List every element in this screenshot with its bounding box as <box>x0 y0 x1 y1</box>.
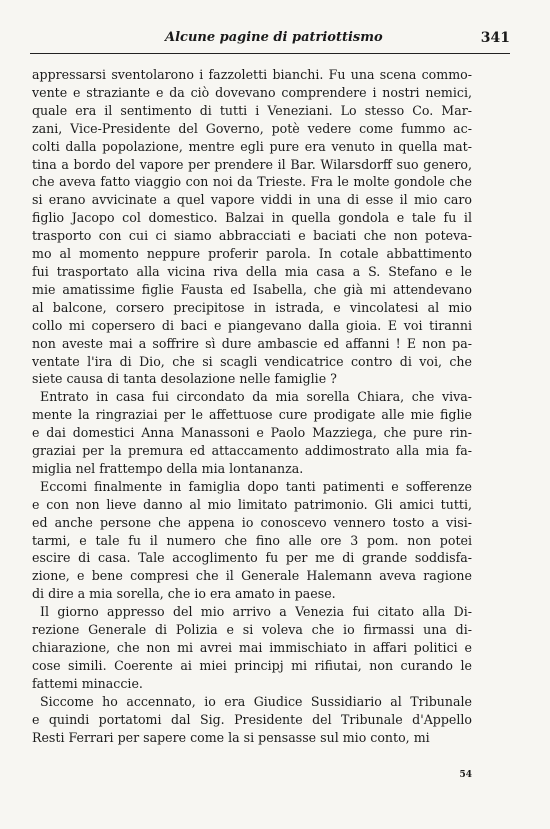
paragraph <box>32 478 472 603</box>
text-line: tarmi, e tale fu il numero che fino alle ore 3 pom. non potei <box>32 532 472 548</box>
printer-signature: 54 <box>459 770 472 780</box>
page-header <box>30 30 510 50</box>
text-line: Il giorno appresso del mio arrivo a Venezia fui citato alla Di- <box>40 604 472 620</box>
text-line: al balcone, corsero precipitose in istrada, e vincolatesi al mio <box>32 299 472 315</box>
text-line: mente la ringraziai per le affettuose cure prodigate alle mie figlie <box>32 407 472 423</box>
text-line: miglia nel frattempo della mia lontananza. <box>32 460 304 476</box>
paragraph <box>32 693 472 747</box>
text-line: che aveva fatto viaggio con noi da Trieste. Fra le molte gondole che <box>32 174 472 190</box>
text-line: fui trasportato alla vicina riva della mia casa a S. Stefano e le <box>32 263 472 279</box>
text-line: Resti Ferrari per sapere come la si pensasse sul mio conto, mi <box>32 729 430 745</box>
text-line: tina a bordo del vapore per prendere il Bar. Wilarsdorff suo genero, <box>32 156 472 172</box>
text-line: mie amatissime figlie Fausta ed Isabella, che già mi attendevano <box>32 281 472 297</box>
text-line: ventate l'ira di Dio, che si scagli vendicatrice contro di voi, che <box>32 353 472 369</box>
text-line: figlio Jacopo col domestico. Balzai in quella gondola e tale fu il <box>32 210 472 226</box>
text-line: Siccome ho accennato, io era Giudice Sussidiario al Tribunale <box>40 693 472 709</box>
text-line: zione, e bene compresi che il Generale Halemann aveva ragione <box>32 568 472 584</box>
page-number: 341 <box>480 30 510 46</box>
text-line: colti dalla popolazione, mentre egli pure era venuto in quella mat- <box>32 138 472 154</box>
text-line: e quindi portatomi dal Sig. Presidente del Tribunale d'Appello <box>32 711 472 727</box>
text-line: escire di casa. Tale accoglimento fu per me di grande soddisfa- <box>32 550 472 566</box>
body-text <box>32 66 472 746</box>
text-line: siete causa di tanta desolazione nelle famiglie ? <box>32 371 337 387</box>
text-line: non aveste mai a soffrire sì dure ambascie ed affanni ! E non pa- <box>32 335 472 351</box>
text-line: e dai domestici Anna Manassoni e Paolo Mazziega, che pure rin- <box>32 425 472 441</box>
paragraph <box>32 388 472 478</box>
text-line: Eccomi finalmente in famiglia dopo tanti patimenti e sofferenze <box>40 478 472 494</box>
running-title: Alcune pagine di patriottismo <box>165 30 383 45</box>
text-line: zani, Vice-Presidente del Governo, potè vedere come fummo ac- <box>32 120 472 136</box>
text-line: e con non lieve danno al mio limitato patrimonio. Gli amici tutti, <box>32 496 472 512</box>
text-line: fattemi minaccie. <box>32 675 143 691</box>
text-line: appressarsi sventolarono i fazzoletti bianchi. Fu una scena commo- <box>32 67 472 82</box>
text-line: si erano avvicinate a quel vapore viddi in una di esse il mio caro <box>32 192 472 208</box>
text-line: Entrato in casa fui circondato da mia sorella Chiara, che viva- <box>40 389 472 405</box>
text-line: quale era il sentimento di tutti i Veneziani. Lo stesso Co. Mar- <box>32 102 472 118</box>
text-line: trasporto con cui ci siamo abbracciati e baciati che non poteva- <box>32 228 472 244</box>
paragraph <box>32 66 472 388</box>
header-rule <box>30 53 510 54</box>
text-line: vente e straziante e da ciò dovevano comprendere i nostri nemici, <box>32 84 472 100</box>
text-line: mo al momento neppure proferir parola. In cotale abbattimento <box>32 246 472 262</box>
text-line: cose simili. Coerente ai miei principj mi rifiutai, non curando le <box>32 657 472 673</box>
text-line: rezione Generale di Polizia e si voleva che io firmassi una di- <box>32 622 472 638</box>
paragraph <box>32 603 472 693</box>
text-line: collo mi copersero di baci e piangevano dalla gioia. E voi tiranni <box>32 317 472 333</box>
text-line: di dire a mia sorella, che io era amato in paese. <box>32 586 336 602</box>
text-line: chiarazione, che non mi avrei mai immischiato in affari politici e <box>32 640 472 655</box>
text-line: graziai per la premura ed attaccamento addimostrato alla mia fa- <box>32 443 472 459</box>
text-line: ed anche persone che appena io conoscevo vennero tosto a visi- <box>32 514 472 530</box>
